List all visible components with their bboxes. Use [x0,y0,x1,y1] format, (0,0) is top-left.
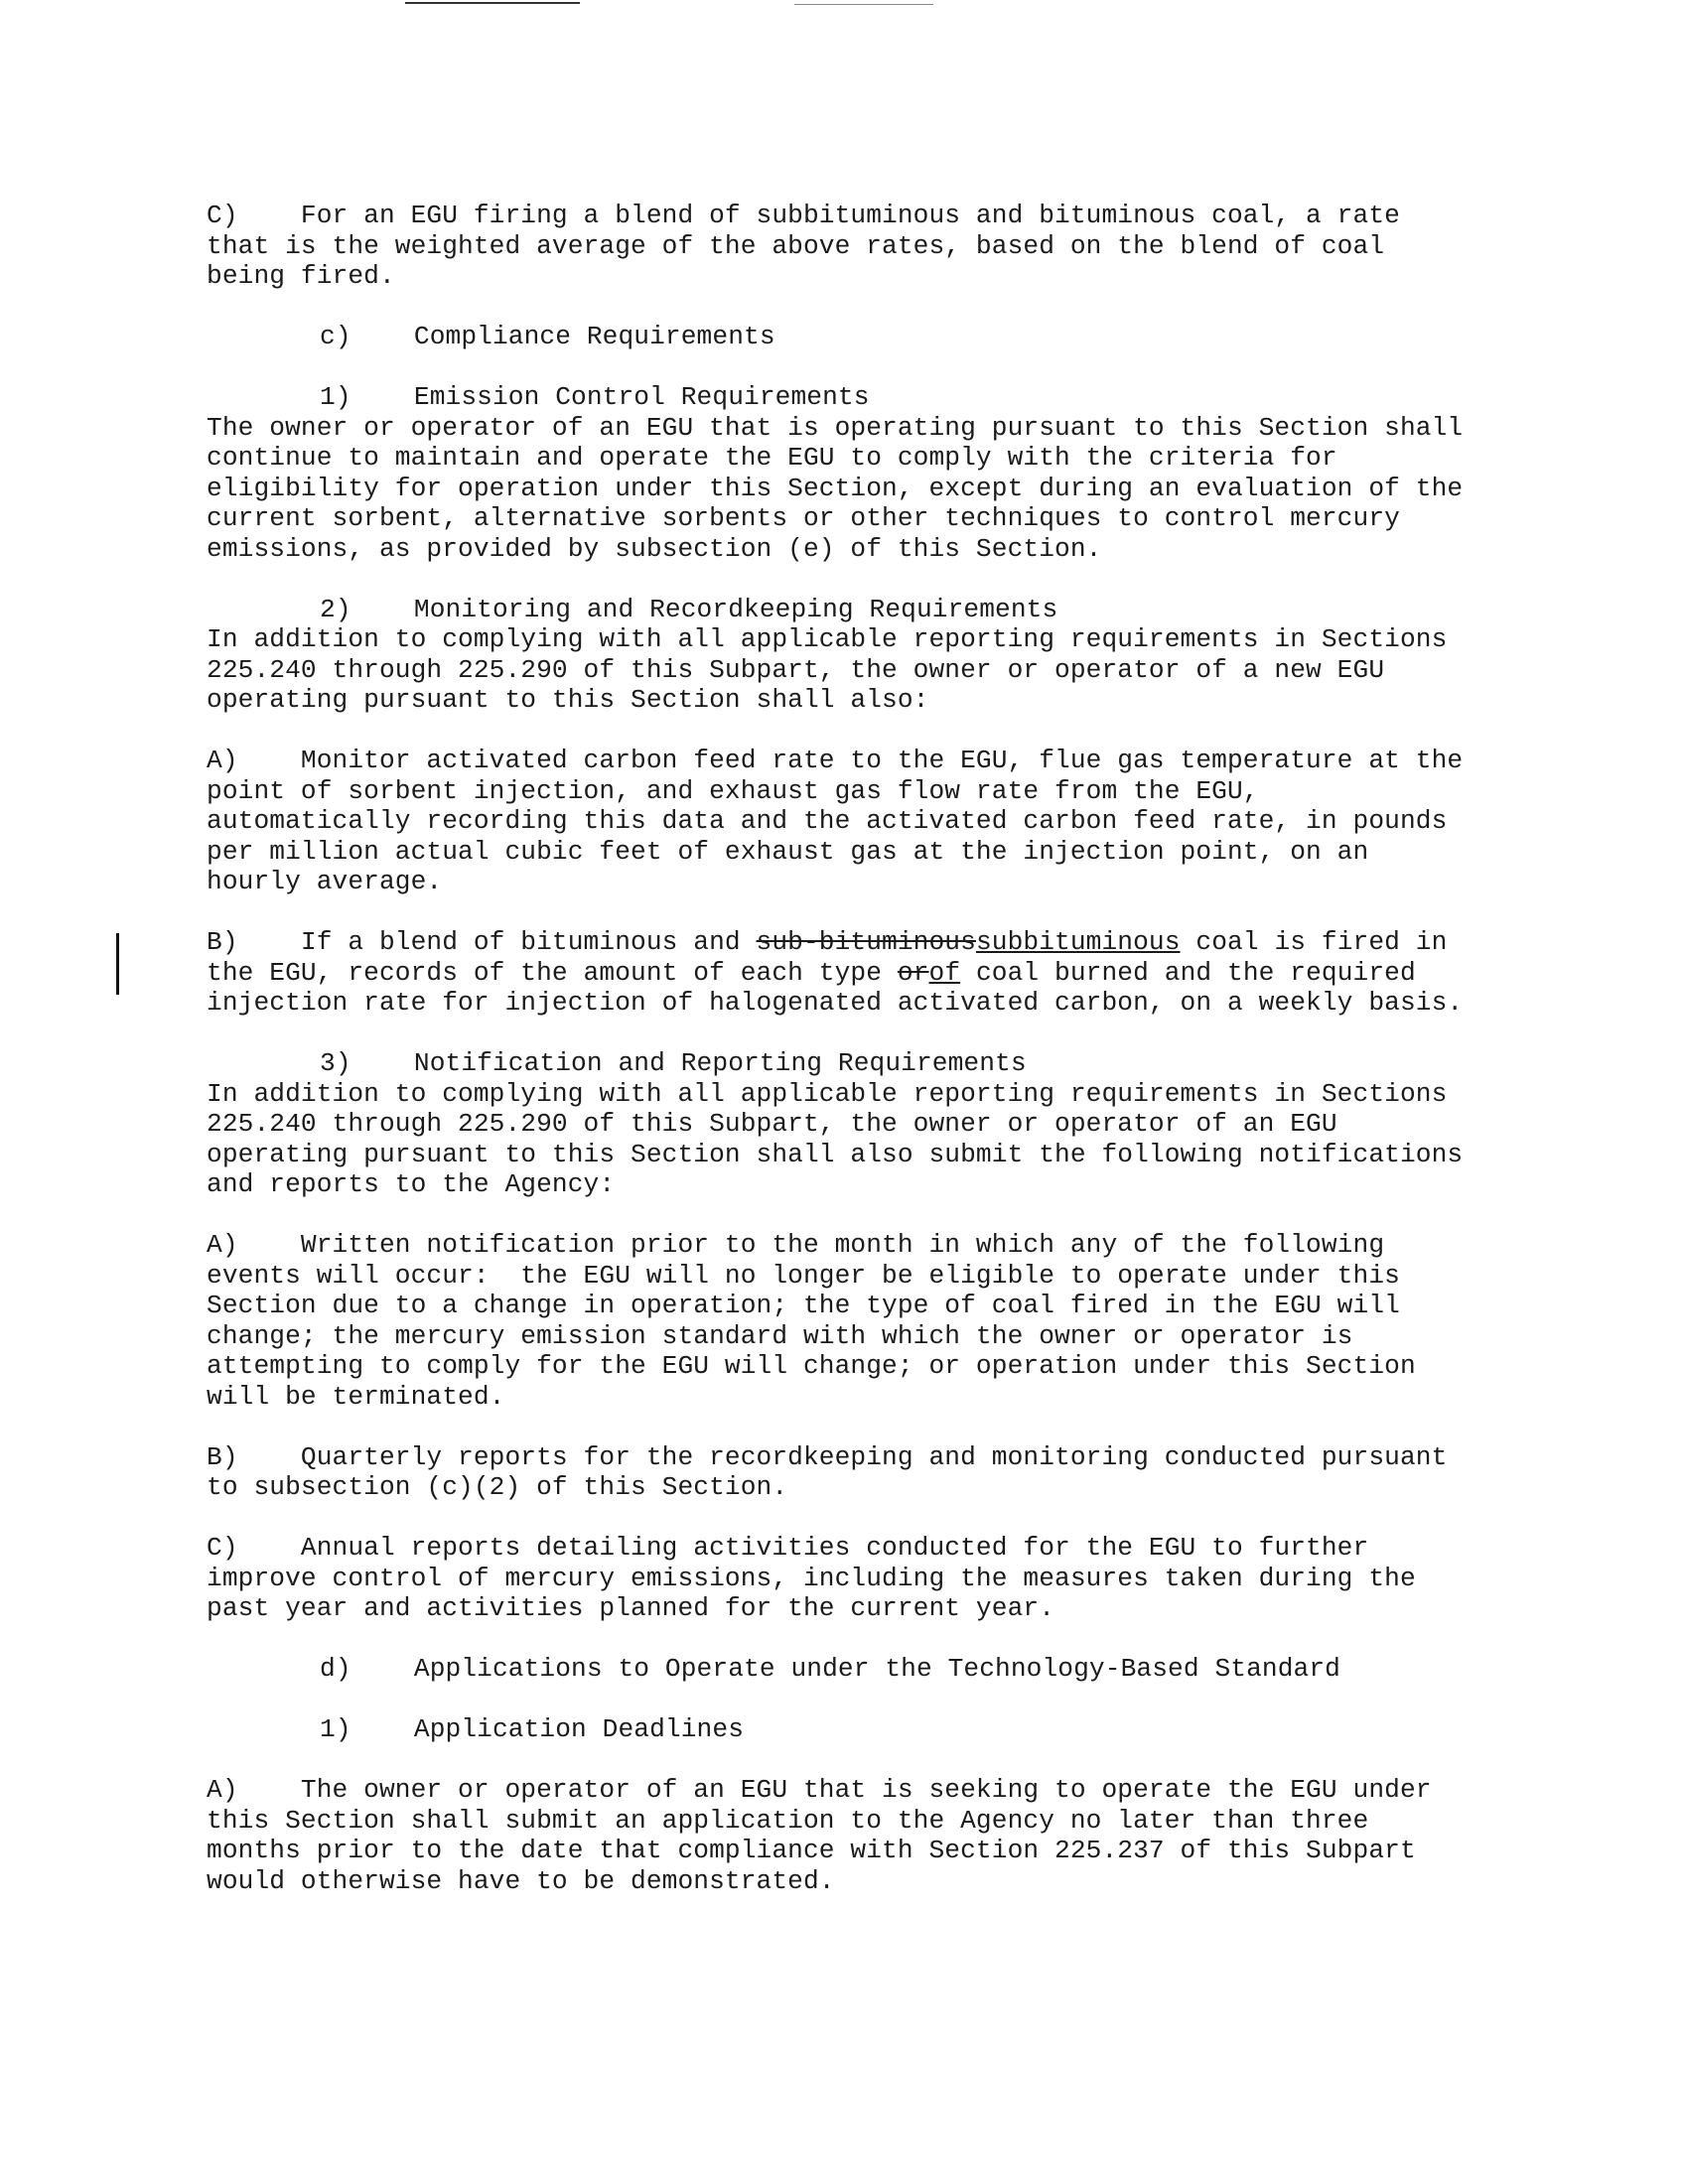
paragraph-c-weighted-average [207,201,1527,292]
text-line: In addition to complying with all applicable reporting requirements in Sections [207,624,1448,654]
section-heading-notification: 3) Notification and Reporting Requirements [320,1048,1027,1078]
deleted-text: sub-bituminous [756,927,976,957]
text-line: automatically recording this data and the activated carbon feed rate, in pounds [207,806,1448,836]
paragraph-emission-control [207,413,1527,565]
text-line: change; the mercury emission standard with which the owner or operator is [207,1320,1353,1351]
text-line: 225.240 through 225.290 of this Subpart, the owner or operator of a new EGU [207,654,1385,685]
text-line: events will occur: the EGU will no longer be eligible to operate under this [207,1260,1400,1291]
text-line [207,958,1527,989]
text-line: hourly average. [207,867,443,896]
section-heading-application-deadlines: 1) Application Deadlines [320,1714,745,1744]
paragraph-notification-c [207,1533,1527,1624]
paragraph-notification-intro [207,1079,1527,1200]
text-run: B) If a blend of bituminous and [207,927,757,957]
scan-artifact [794,4,933,5]
text-line: being fired. [207,261,395,291]
paragraph-monitoring-a [207,746,1527,897]
text-line: C) For an EGU firing a blend of subbituminous and bituminous coal, a rate [207,201,1400,230]
text-run: coal burned and the required [960,957,1416,988]
document-page [207,201,1527,1896]
scan-artifact [405,2,580,4]
revision-change-bar [116,933,119,995]
section-heading-applications: d) Applications to Operate under the Technology-Based Standard [320,1654,1340,1684]
text-line: A) Written notification prior to the month in which any of the following [207,1230,1385,1260]
text-line: Section due to a change in operation; the type of coal fired in the EGU will [207,1291,1400,1320]
text-line: and reports to the Agency: [207,1169,616,1199]
paragraph-monitoring-intro [207,624,1527,716]
text-line: In addition to complying with all applicable reporting requirements in Sections [207,1078,1448,1109]
text-line: that is the weighted average of the above rates, based on the blend of coal [207,230,1385,261]
text-line: The owner or operator of an EGU that is operating pursuant to this Section shall [207,412,1464,443]
section-heading-emission-control: 1) Emission Control Requirements [320,382,870,412]
text-line: would otherwise have to be demonstrated. [207,1865,835,1896]
text-line: past year and activities planned for the current year. [207,1593,1055,1623]
inserted-text: of [928,957,961,988]
text-line: improve control of mercury emissions, including the measures taken during the [207,1563,1416,1593]
deleted-text: or [897,957,929,988]
text-line: attempting to comply for the EGU will change; or operation under this Section [207,1351,1416,1381]
text-line: months prior to the date that compliance with Section 225.237 of this Subpart [207,1836,1416,1865]
paragraph-deadlines-a [207,1775,1527,1896]
text-line: will be terminated. [207,1381,505,1412]
text-line: eligibility for operation under this Section, except during an evaluation of the [207,473,1464,503]
section-heading-compliance: c) Compliance Requirements [320,322,775,351]
text-line: operating pursuant to this Section shall also submit the following notifications [207,1139,1464,1169]
text-line: C) Annual reports detailing activities conducted for the EGU to further [207,1533,1369,1563]
text-line: to subsection (c)(2) of this Section. [207,1472,788,1502]
text-line: 225.240 through 225.290 of this Subpart, the owner or operator of an EGU [207,1109,1337,1139]
text-line: continue to maintain and operate the EGU to comply with the criteria for [207,443,1337,473]
paragraph-notification-a [207,1230,1527,1412]
text-run: the EGU, records of the amount of each type [207,957,898,988]
paragraph-notification-b [207,1442,1527,1503]
text-line: B) Quarterly reports for the recordkeeping and monitoring conducted pursuant [207,1441,1448,1472]
text-line [207,927,1527,958]
text-line: operating pursuant to this Section shall also: [207,685,929,715]
section-heading-monitoring: 2) Monitoring and Recordkeeping Requirements [320,594,1058,624]
text-line: injection rate for injection of halogenated activated carbon, on a weekly basis. [207,988,1464,1018]
text-line: this Section shall submit an application to the Agency no later than three [207,1805,1369,1836]
text-line: emissions, as provided by subsection (e) of this Section. [207,533,1102,564]
text-line: point of sorbent injection, and exhaust gas flow rate from the EGU, [207,775,1259,806]
text-line: per million actual cubic feet of exhaust gas at the injection point, on an [207,836,1369,867]
text-line: A) The owner or operator of an EGU that is seeking to operate the EGU under [207,1775,1432,1805]
text-line: current sorbent, alternative sorbents or other techniques to control mercury [207,503,1400,533]
inserted-text: subbituminous [975,927,1181,957]
text-run: coal is fired in [1180,927,1448,957]
paragraph-monitoring-b [207,927,1527,1019]
text-line: A) Monitor activated carbon feed rate to the EGU, flue gas temperature at the [207,746,1464,775]
